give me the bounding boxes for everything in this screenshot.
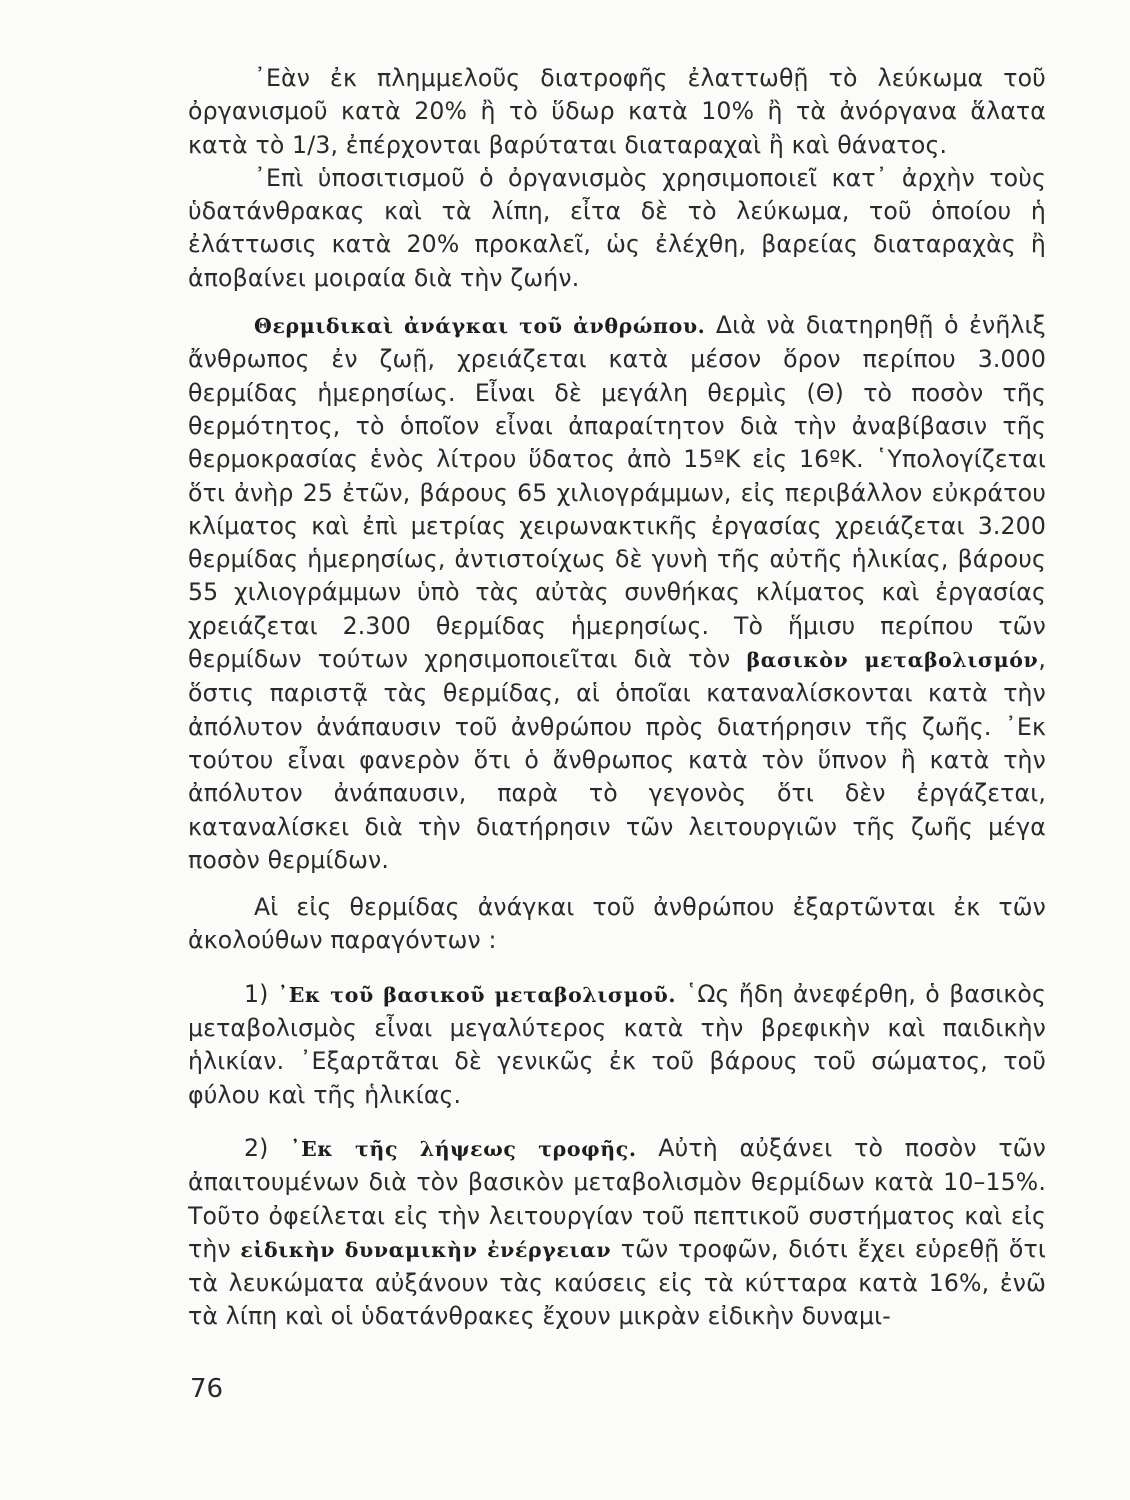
emphasis-basic-metabolism: βασικὸν μεταβολισμόν — [746, 648, 1039, 673]
paragraph-4 — [188, 891, 1046, 958]
text-run: Αὐτὴ αὐξάνει τὸ ποσὸν τῶν ἀπαιτουμένων διὰ τὸν βασικὸν μεταβολισμὸν θερμίδων κατὰ 10–15%. Τοῦτο ὀφείλεται εἰς τὴν λειτουργίαν τοῦ πεπτικοῦ συστήματος καὶ εἰς τὴν — [188, 1133, 1047, 1263]
text-run: Διὰ νὰ διατηρηθῇ ὁ ἐνῆλιξ ἄνθρωπος ἐν ζωῇ, χρειάζεται κατὰ μέσον ὅρον περίπου 3.000 θερμίδας ἡμερησίως. Εἶναι δὲ μεγάλη θερμὶς (Θ) τὸ ποσὸν τῆς θερμότητος, τὸ ὁποῖον εἶναι ἀπαραίτητον διὰ τὴν ἀναβίβασιν τῆς θερμοκρασίας ἑνὸς λίτρου ὕδατος ἀπὸ 15ºΚ εἰς 16ºΚ. ῾Υπολογίζεται ὅτι ἀνὴρ 25 ἐτῶν, βάρους 65 χιλιογράμμων, εἰς περιβάλλον εὐκράτου κλίματος καὶ ἐπὶ μετρίας χειρωνακτικῆς ἐργασίας χρειάζεται 3.200 θερμίδας ἡμερησίως, ἀντιστοίχως δὲ γυνὴ τῆς αὐτῆς ἡλικίας, βάρους 55 χιλιογράμμων ὑπὸ τὰς αὐτὰς συνθήκας κλίματος καὶ ἐργασίας χρειάζεται 2.300 θερμίδας ἡμερησίως. Τὸ ἥμισυ περίπου τῶν θερμίδων τούτων χρησιμοποιεῖται διὰ τὸν — [188, 311, 1046, 674]
page-number: 76 — [190, 1374, 224, 1404]
numbered-item-1 — [188, 978, 1046, 1112]
numbered-item-2 — [188, 1132, 1046, 1334]
paragraph-thermal-needs — [188, 309, 1046, 877]
item-number: 2) — [244, 1133, 291, 1162]
item-heading-food-intake: ᾿Εκ τῆς λήψεως τροφῆς. — [290, 1136, 637, 1161]
text-run: τῶν τροφῶν, διότι ἔχει εὑρεθῇ ὅτι τὰ λευκώματα αὐξάνουν τὰς καύσεις εἰς τὰ κύτταρα κατὰ 16%, ἐνῶ τὰ λίπη καὶ οἱ ὑδατάνθρακες ἔχουν μικρὰν εἰδικὴν δυναμι- — [188, 1234, 1046, 1331]
text-run: ᾿Εὰν ἐκ πλημμελοῦς διατροφῆς ἐλαττωθῇ τὸ λεύκωμα τοῦ ὀργανισμοῦ κατὰ 20% ἢ τὸ ὕδωρ κατὰ 10% ἢ τὰ ἀνόργανα ἅλατα κατὰ τὸ 1/3, ἐπέρχονται βαρύταται διαταραχαὶ ἢ καὶ θάνατος. — [188, 64, 1046, 159]
page-body — [188, 62, 1046, 1334]
text-run: ᾿Επὶ ὑποσιτισμοῦ ὁ ὀργανισμὸς χρησιμοποιεῖ κατ᾿ ἀρχὴν τοὺς ὑδατάνθρακας καὶ τὰ λίπη, εἶτα δὲ τὸ λεύκωμα, τοῦ ὁποίου ἡ ἐλάττωσις κατὰ 20% προκαλεῖ, ὡς ἐλέχθη, βαρείας διαταραχὰς ἢ ἀποβαίνει μοιραία διὰ τὴν ζωήν. — [188, 163, 1046, 292]
item-heading-basic-metabolism: ᾿Εκ τοῦ βασικοῦ μεταβολισμοῦ. — [277, 982, 677, 1007]
emphasis-specific-dynamic-action: εἰδικὴν δυναμικὴν ἐνέργειαν — [240, 1237, 612, 1262]
section-heading-thermal-needs: Θερμιδικαὶ ἀνάγκαι τοῦ ἀνθρώπου. — [254, 314, 706, 339]
text-run: Αἱ εἰς θερμίδας ἀνάγκαι τοῦ ἀνθρώπου ἐξαρτῶνται ἐκ τῶν ἀκολούθων παραγόντων : — [188, 893, 1046, 955]
paragraph-1 — [188, 62, 1046, 162]
text-run: , ὅστις παριστᾷ τὰς θερμίδας, αἱ ὁποῖαι καταναλίσκονται κατὰ τὴν ἀπόλυτον ἀνάπαυσιν τοῦ ἀνθρώπου πρὸς διατήρησιν τῆς ζωῆς. ᾿Εκ τούτου εἶναι φανερὸν ὅτι ὁ ἄνθρωπος κατὰ τὸν ὕπνον ἢ κατὰ τὴν ἀπόλυτον ἀνάπαυσιν, παρὰ τὸ γεγονὸς ὅτι δὲν ἐργάζεται, καταναλίσκει διὰ τὴν διατήρησιν τῶν λειτουργιῶν τῆς ζωῆς μέγα ποσὸν θερμίδων. — [188, 645, 1046, 874]
item-number: 1) — [244, 979, 278, 1008]
paragraph-2 — [188, 162, 1046, 295]
text-run: ῾Ως ἤδη ἀνεφέρθη, ὁ βασικὸς μεταβολισμὸς εἶναι μεγαλύτερος κατὰ τὴν βρεφικὴν καὶ παιδικὴν ἡλικίαν. ᾿Εξαρτᾶται δὲ γενικῶς ἐκ τοῦ βάρους τοῦ σώματος, τοῦ φύλου καὶ τῆς ἡλικίας. — [188, 979, 1046, 1109]
